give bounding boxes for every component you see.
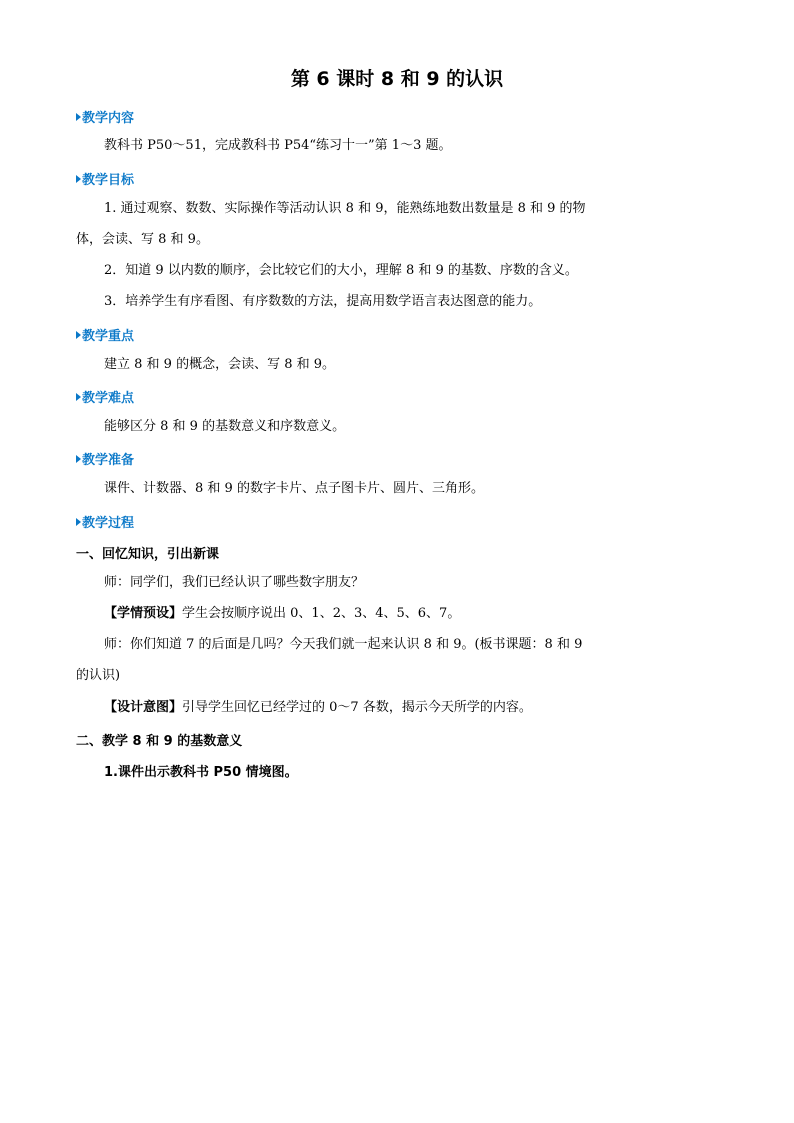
teacher-question-1: 师：同学们，我们已经认识了哪些数字朋友？ (104, 575, 365, 590)
goal-2: 2．知道 9 以内数的顺序，会比较它们的大小，理解 8 和 9 的基数、序数的含义。 (104, 263, 578, 278)
label-design-intent: 【设计意图】 (104, 700, 183, 715)
part-2-step-1: 1.课件出示教科书 P50 情境图。 (104, 765, 298, 780)
section-heading-difficulty: 教学难点 (76, 387, 134, 406)
prep-text: 课件、计数器、8 和 9 的数字卡片、点子图卡片、圆片、三角形。 (104, 481, 484, 496)
section-heading-content: 教学内容 (76, 107, 134, 126)
section-heading-prep: 教学准备 (76, 449, 134, 468)
difficulty-text: 能够区分 8 和 9 的基数意义和序数意义。 (104, 419, 346, 434)
teacher-question-2-line-2: 的认识) (76, 668, 121, 683)
goal-1-line-1: 1. 通过观察、数数、实际操作等活动认识 8 和 9，能熟练地数出数量是 8 和 9 的物 (104, 201, 586, 216)
student-expectation: 【学情预设】学生会按顺序说出 0、1、2、3、4、5、6、7。 (104, 606, 461, 621)
design-intent: 【设计意图】引导学生回忆已经学过的 0～7 各数，揭示今天所学的内容。 (104, 700, 532, 715)
triangle-bullet-icon (76, 455, 81, 463)
triangle-bullet-icon (76, 331, 81, 339)
goal-3: 3．培养学生有序看图、有序数数的方法，提高用数学语言表达图意的能力。 (104, 294, 542, 309)
triangle-bullet-icon (76, 175, 81, 183)
goal-1-line-2: 体，会读、写 8 和 9。 (76, 232, 209, 247)
key-text: 建立 8 和 9 的概念，会读、写 8 和 9。 (104, 357, 336, 372)
part-2-heading: 二、教学 8 和 9 的基数意义 (76, 734, 243, 749)
part-1-heading: 一、回忆知识，引出新课 (76, 547, 220, 562)
teacher-question-2-line-1: 师：你们知道 7 的后面是几吗？今天我们就一起来认识 8 和 9。(板书课题：8 和 9 (104, 637, 583, 652)
lesson-title: 第 6 课时 8 和 9 的认识 (290, 68, 504, 90)
section-heading-process: 教学过程 (76, 512, 134, 531)
triangle-bullet-icon (76, 518, 81, 526)
triangle-bullet-icon (76, 113, 81, 121)
section-heading-key: 教学重点 (76, 325, 134, 344)
label-expectation: 【学情预设】 (104, 606, 183, 621)
content-text: 教科书 P50～51，完成教科书 P54“练习十一”第 1～3 题。 (104, 138, 452, 153)
section-heading-goals: 教学目标 (76, 169, 134, 188)
triangle-bullet-icon (76, 393, 81, 401)
